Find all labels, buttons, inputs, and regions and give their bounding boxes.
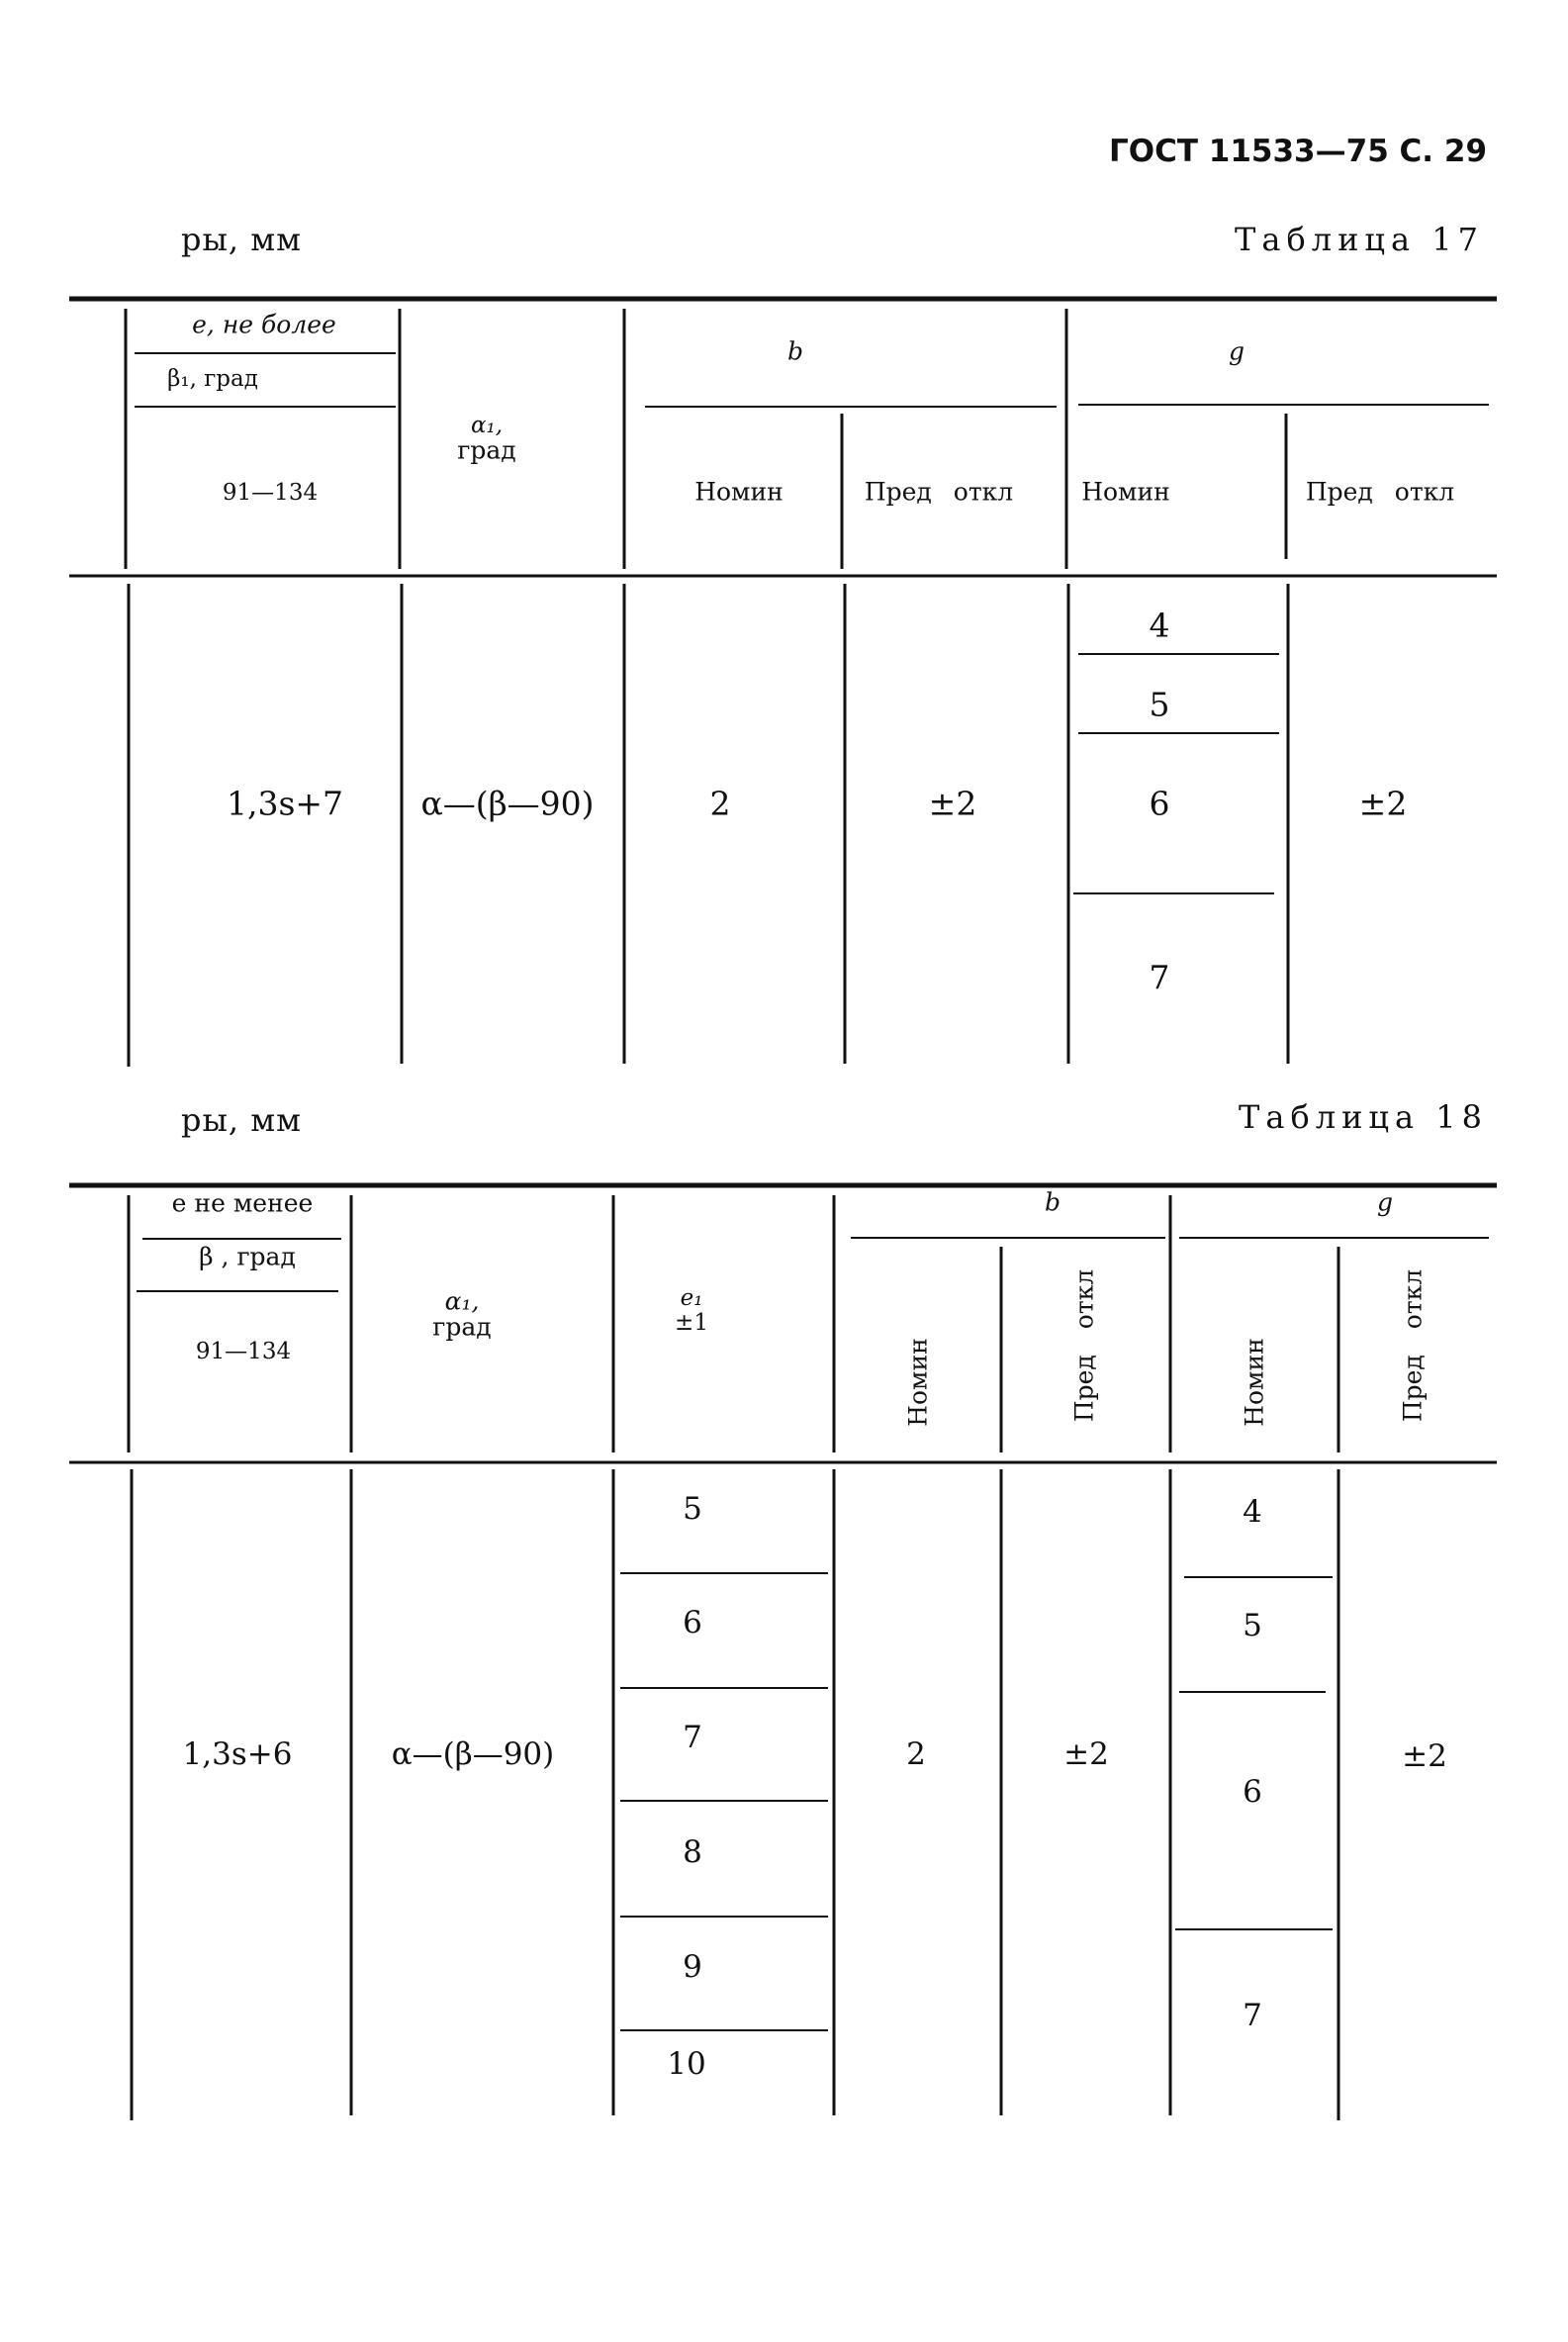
t17-g-nomin-4: 4	[1149, 606, 1170, 645]
t17-g-nomin-header: Номин	[1081, 477, 1170, 507]
t18-g-pred-value: ±2	[1402, 1738, 1447, 1774]
t18-e1-10: 10	[667, 2046, 706, 2082]
table17-caption: Таблица 17	[1235, 221, 1484, 258]
t17-alpha-value: α—(β—90)	[420, 784, 595, 823]
t18-g-header: g	[1376, 1187, 1394, 1217]
t17-g-pred-header: Пред откл	[1305, 477, 1455, 507]
t17-alpha-header: α₁,	[470, 413, 504, 438]
t18-g-nomin-7: 7	[1243, 1998, 1262, 2033]
t18-g-nomin-header: Номин	[1240, 1338, 1269, 1427]
t17-beta-header: β₁, град	[167, 366, 258, 392]
t18-alpha-unit: град	[432, 1312, 492, 1342]
t18-e1-tol: ±1	[675, 1310, 708, 1336]
t18-b-nomin-header: Номин	[903, 1338, 933, 1427]
t18-b-header: b	[1044, 1187, 1061, 1217]
t18-range-header: 91—134	[195, 1339, 292, 1364]
t17-b-header: b	[786, 336, 804, 366]
t17-e-header: e, не более	[192, 310, 336, 339]
t18-e1-header: e₁	[680, 1285, 703, 1311]
t18-g-nomin-4: 4	[1243, 1494, 1262, 1530]
t17-b-pred-value: ±2	[928, 784, 977, 823]
t18-alpha-header: α₁,	[444, 1286, 480, 1316]
t17-b-pred-header: Пред откл	[864, 477, 1014, 507]
t17-g-nomin-5: 5	[1149, 685, 1170, 724]
t18-e1-8: 8	[683, 1834, 702, 1870]
t17-g-header: g	[1228, 336, 1245, 366]
t17-g-pred-value: ±2	[1358, 784, 1408, 823]
t18-e-value: 1,3s+6	[182, 1736, 293, 1772]
t18-b-nomin-value: 2	[906, 1736, 926, 1772]
t18-b-pred-header: Пред откл	[1069, 1268, 1099, 1423]
page-header: ГОСТ 11533—75 С. 29	[1108, 134, 1488, 169]
t18-e1-5: 5	[683, 1491, 702, 1527]
t18-g-pred-header: Пред откл	[1398, 1268, 1428, 1423]
t18-e1-6: 6	[683, 1605, 702, 1640]
t18-g-nomin-5: 5	[1243, 1608, 1262, 1643]
t18-g-nomin-6: 6	[1243, 1774, 1262, 1810]
t17-g-nomin-6: 6	[1149, 784, 1170, 823]
t18-e-header: e не менее	[171, 1188, 314, 1218]
t18-e1-7: 7	[683, 1720, 702, 1755]
t17-g-nomin-7: 7	[1149, 958, 1170, 997]
t17-range-header: 91—134	[222, 480, 319, 506]
t17-alpha-unit: град	[457, 435, 516, 465]
t18-beta-header: β , град	[199, 1242, 296, 1271]
t17-b-nomin-header: Номин	[694, 477, 784, 507]
table18-caption: Таблица 18	[1239, 1098, 1488, 1136]
table17-units: ры, мм	[180, 221, 303, 258]
table18-units: ры, мм	[180, 1101, 303, 1139]
t18-e1-9: 9	[683, 1949, 702, 1985]
t18-alpha-value: α—(β—90)	[391, 1736, 555, 1772]
t18-b-pred-value: ±2	[1063, 1736, 1109, 1772]
t17-e-value: 1,3s+7	[226, 784, 344, 823]
t17-b-nomin-value: 2	[709, 784, 731, 823]
